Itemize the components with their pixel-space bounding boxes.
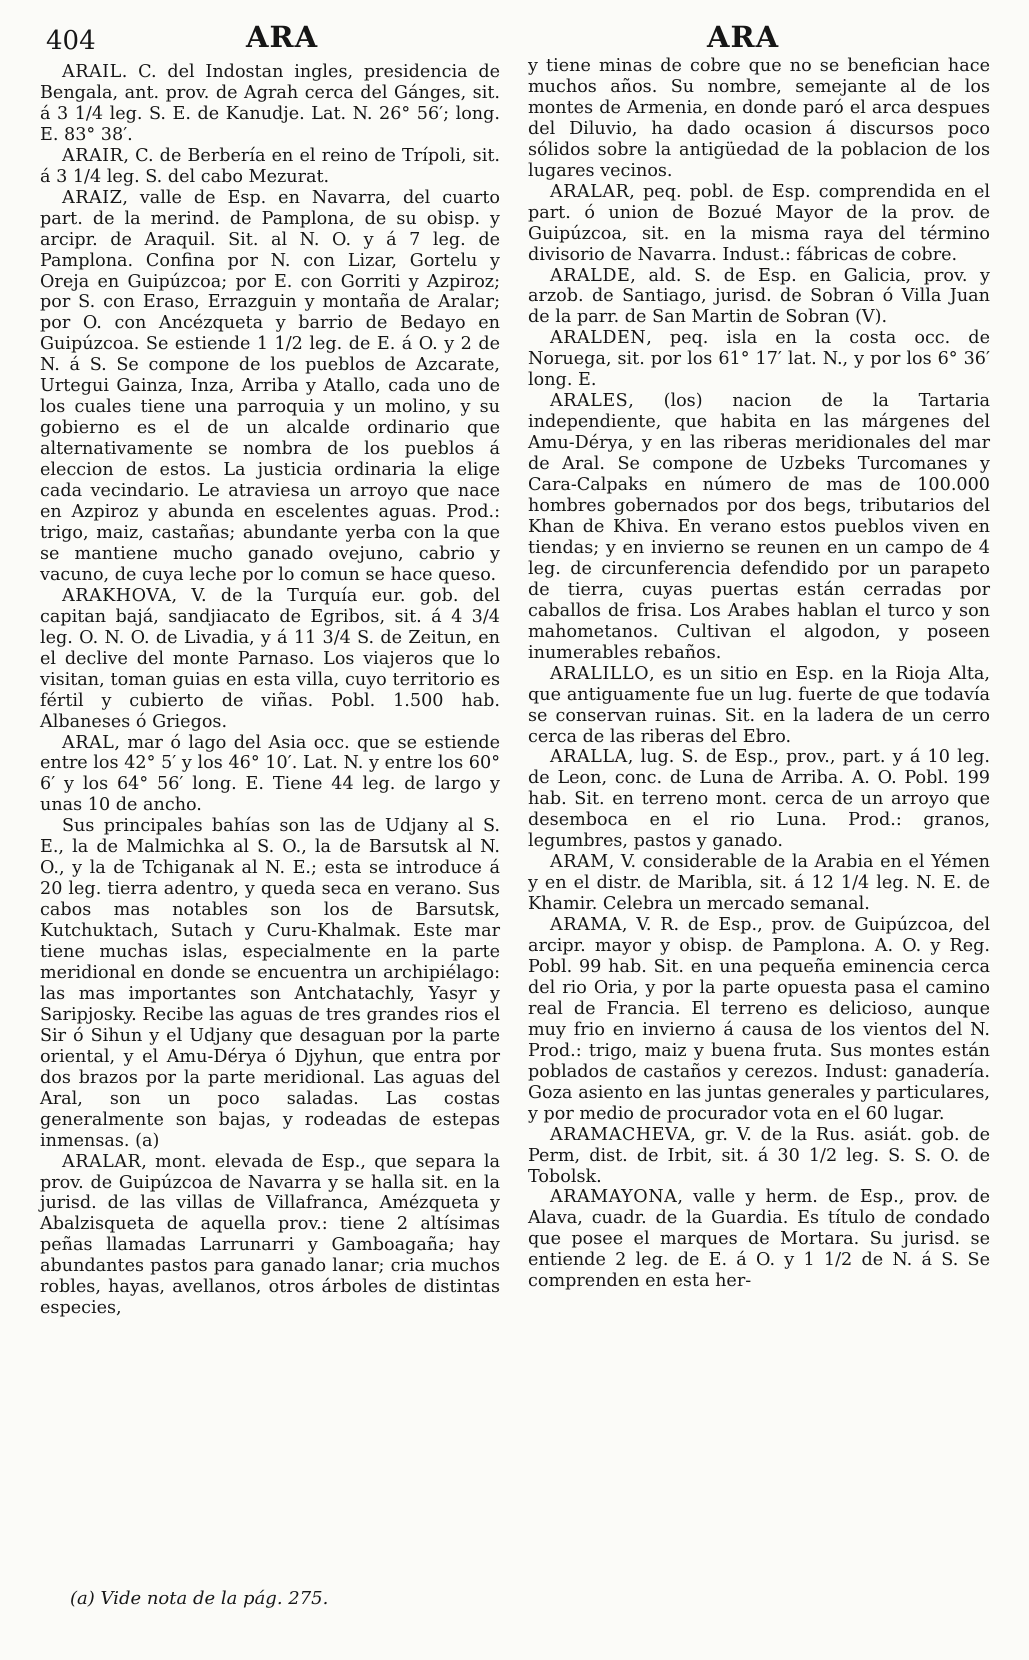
running-header-right: ARA	[707, 20, 780, 54]
dictionary-entry	[528, 56, 990, 182]
entry-text: , peq. isla en la costa occ. de Noruega, sit. por los 61° 17′ lat. N., y por los 6° 36′ long. E.	[528, 328, 990, 391]
entry-text: Sus principales bahías son las de Udjany al S. E., la de Malmichka al S. O., la de Barsutsk al N. O., y la de Tchiganak al N. E.; esta se introduce á 20 leg. tierra adentro, y queda seca en verano. Sus cabos mas notables son los de Barsutsk, Kutchuktach, Sutach y Curu-Khalmak. Este mar tiene muchas islas, especialmente en la parte meridional en donde se encuentra un archipiélago: las mas importantes son Antchatachly, Yasyr y Saripjosky. Recibe las aguas de tres grandes rios el Sir ó Sihun y el Udjany que desaguan por la parte oriental, y el Amu-Dérya ó Djyhun, que entra por dos brazos por la parte meridional. Las aguas del Aral, son un poco saladas. Las costas generalmente son bajas, y rodeadas de estepas inmensas. (a)	[40, 816, 500, 1151]
entry-headword: ARAKHOVA	[62, 585, 172, 606]
entry-text: , V. de la Turquía eur. gob. del capitan bajá, sandjiacato de Egribos, sit. á 4 3/4 leg. O. N. O. de Livadia, y á 11 3/4 S. de Zeitun, en el declive del monte Parnaso. Los viajeros que lo visitan, toman guias en esta villa, cuyo territorio es fértil y cubierto de viñas. Pobl. 1.500 hab. Albaneses ó Griegos.	[40, 585, 500, 732]
dictionary-entry	[528, 266, 990, 329]
dictionary-entry	[40, 146, 500, 188]
dictionary-entry	[528, 1187, 990, 1292]
dictionary-entry	[40, 586, 500, 733]
entry-headword: ARALDEN	[550, 328, 647, 349]
entry-text: , es un sitio en Esp. en la Rioja Alta, que antiguamente fue un lug. fuerte de que todavía se conservan ruinas. Sit. en la ladera de un cerro cerca de las riberas del Ebro.	[528, 663, 990, 747]
entry-text: , lug. S. de Esp., prov., part. y á 10 leg. de Leon, conc. de Luna de Arriba. A. O. Pobl. 199 hab. Sit. en terreno mont. cerca de un arroyo que desemboca en el rio Luna. Prod.: granos, legumbres, pastos y ganado.	[528, 747, 990, 852]
entry-text: , valle de Esp. en Navarra, del cuarto part. de la merind. de Pamplona, de su obisp. y arcipr. de Araquil. Sit. al N. O. y á 7 leg. de Pamplona. Confina por N. con Lizar, Gortelu y Oreja en Guipúzcoa; por E. con Gorriti y Azpiroz; por S. con Eraso, Errazguin y montaña de Aralar; por O. con Ancézqueta y barrio de Bedayo en Guipúzcoa. Se estiende 1 1/2 leg. de E. á O. y 2 de N. á S. Se compone de los pueblos de Azcarate, Urtegui Gainza, Inza, Arriba y Atallo, cada uno de los cuales tiene una parroquia y un molino, y su gobierno es el de un alcalde ordinario que alternativamente se nombra de los pueblos á eleccion de estos. La justicia ordinaria la elige cada vecindario. Le atraviesa un arroyo que nace en Azpiroz y abunda en escelentes aguas. Prod.: trigo, maiz, castañas; abundante yerba con la que se mantiene mucho ganado ovejuno, cabrio y vacuno, de cuya leche por lo comun se hace queso.	[40, 187, 500, 585]
entry-text: , valle y herm. de Esp., prov. de Alava, cuadr. de la Guardia. Es título de condado que posee el marques de Mortara. Su jurisd. se entiende 2 leg. de E. á O. y 1 1/2 de N. á S. Se comprenden en esta her-	[528, 1187, 990, 1292]
entry-headword: ARALES	[550, 391, 629, 412]
dictionary-entry	[40, 733, 500, 817]
entry-headword: ARAM	[550, 852, 609, 873]
dictionary-entry	[528, 915, 990, 1125]
running-header-left: ARA	[246, 20, 319, 54]
entry-headword: ARAIZ	[62, 187, 123, 208]
entry-text: y tiene minas de cobre que no se benefician hace muchos años. Su nombre, semejante al de los montes de Armenia, en donde paró el arca despues del Diluvio, ha dado ocasion á discursos poco sólidos sobre la antigüedad de la poblacion de los lugares vecinos.	[528, 56, 990, 181]
dictionary-entry	[40, 1152, 500, 1320]
entry-headword: ARALILLO	[550, 663, 650, 684]
dictionary-entry	[528, 747, 990, 852]
right-column	[528, 56, 990, 1292]
entry-text: , mont. elevada de Esp., que separa la prov. de Guipúzcoa de Navarra y se halla sit. en la jurisd. de las villas de Villafranca, Amézqueta y Abalzisqueta de aquella prov.: tiene 2 altísimas peñas llamadas Larrunarri y Gamboagaña; hay abundantes pastos para ganado lanar; cria muchos robles, hayas, avellanos, otros árboles de distintas especies,	[40, 1151, 500, 1319]
entry-headword: ARAIL	[62, 62, 122, 82]
page-number: 404	[46, 26, 96, 56]
dictionary-entry	[528, 328, 990, 391]
entry-headword: ARAIR	[62, 145, 124, 166]
dictionary-entry	[528, 1125, 990, 1188]
dictionary-entry	[40, 62, 500, 146]
entry-text: , V. considerable de la Arabia en el Yémen y en el distr. de Maribla, sit. á 12 1/4 leg. N. E. de Khamir. Celebra un mercado semanal.	[528, 852, 990, 915]
dictionary-entry	[40, 188, 500, 586]
dictionary-entry	[528, 391, 990, 663]
dictionary-entry	[528, 664, 990, 748]
entry-text: , gr. V. de la Rus. asiát. gob. de Perm, dist. de Irbit, sit. á 30 1/2 leg. S. S. O. de Tobolsk.	[528, 1124, 990, 1187]
entry-headword: ARAL	[62, 732, 115, 753]
dictionary-entry	[40, 816, 500, 1151]
entry-text: , (los) nacion de la Tartaria independiente, que habita en las márgenes del Amu-Dérya, y en las riberas meridionales del mar de Aral. Se compone de Uzbeks Turcomanes y Cara-Calpaks en número de mas de 100.000 hombres gobernados por dos begs, tributarios del Khan de Khiva. En verano estos pueblos viven en tiendas; y en invierno se reunen en un campo de 4 leg. de circunferencia defendido por un parapeto de tierra, cuyas puertas están cerradas por caballos de frisa. Los Arabes hablan el turco y son mahometanos. Cultivan el algodon, y poseen inumerables rebaños.	[528, 391, 990, 663]
entry-text: . C. del Indostan ingles, presidencia de Bengala, ant. prov. de Agrah cerca del Gánges, sit. á 3 1/4 leg. S. E. de Kanudje. Lat. N. 26° 56′; long. E. 83° 38′.	[40, 62, 500, 145]
entry-headword: ARAMAYONA	[550, 1187, 678, 1208]
entry-headword: ARAMACHEVA	[550, 1124, 691, 1145]
entry-headword: ARALAR	[62, 1151, 142, 1172]
entry-text: , ald. S. de Esp. en Galicia, prov. y arzob. de Santiago, jurisd. de Sobran ó Villa Juan de la parr. de San Martin de Sobran (V).	[528, 265, 990, 328]
entry-text: , C. de Berbería en el reino de Trípoli, sit. á 3 1/4 leg. S. del cabo Mezurat.	[40, 145, 500, 187]
entry-headword: ARALDE	[550, 265, 631, 286]
dictionary-entry	[528, 852, 990, 915]
entry-headword: ARAMA	[550, 915, 622, 936]
entry-text: , V. R. de Esp., prov. de Guipúzcoa, del arcipr. mayor y obisp. de Pamplona. A. O. y Reg. Pobl. 99 hab. Sit. en una pequeña eminencia cerca del rio Oria, y por la parte opuesta pasa el camino real de Francia. El terreno es delicioso, aunque muy frio en invierno á causa de los vientos del N. Prod.: trigo, maiz y buena fruta. Sus montes están poblados de castaños y cerezos. Indust: ganadería. Goza asiento en las juntas generales y particulares, y por medio de procurador vota en el 60 lugar.	[528, 915, 990, 1124]
entry-text: , peq. pobl. de Esp. comprendida en el part. ó union de Bozué Mayor de la prov. de Guipúzcoa, sit. en la misma raya del término divisorio de Navarra. Indust.: fábricas de cobre.	[528, 181, 990, 265]
left-column	[40, 62, 500, 1319]
entry-headword: ARALLA	[550, 747, 628, 768]
entry-text: , mar ó lago del Asia occ. que se estiende entre los 42° 5′ y los 46° 10′. Lat. N. y entre los 60° 6′ y los 64° 56′ long. E. Tiene 44 leg. de largo y unas 10 de ancho.	[40, 732, 500, 816]
footnote: (a) Vide nota de la pág. 275.	[70, 1588, 329, 1609]
dictionary-entry	[528, 182, 990, 266]
entry-headword: ARALAR	[550, 181, 630, 202]
